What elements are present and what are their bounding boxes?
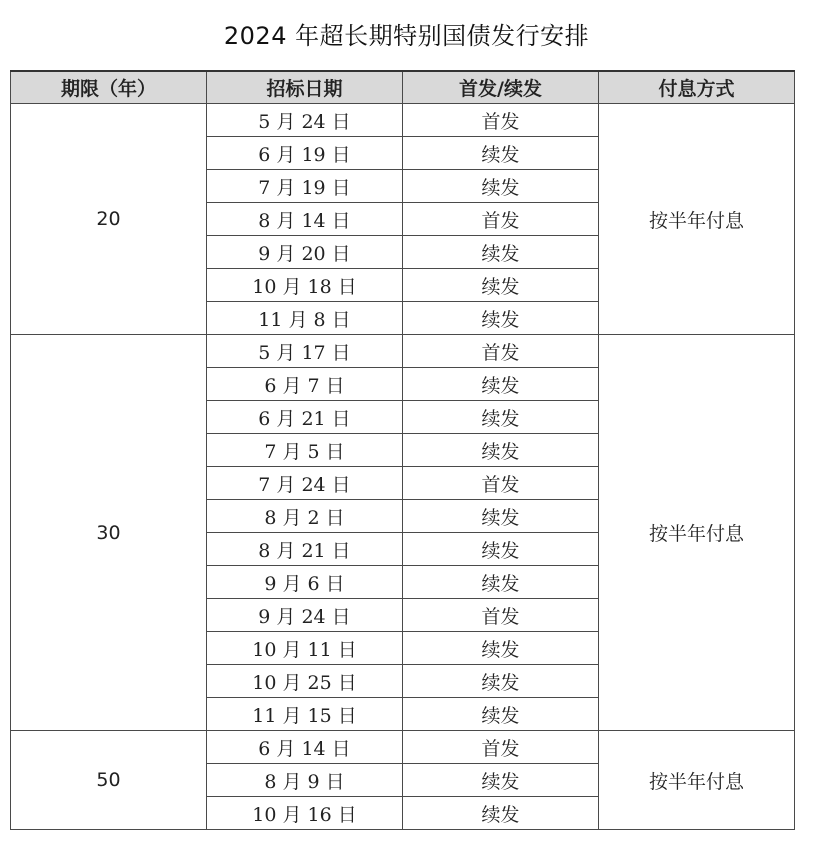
auction-date-cell: 5 月 24 日 <box>207 104 403 137</box>
auction-date-cell: 10 月 11 日 <box>207 632 403 665</box>
auction-date-cell: 11 月 8 日 <box>207 302 403 335</box>
issuance-schedule-table <box>10 70 795 830</box>
issue-type-cell: 续发 <box>403 500 599 533</box>
header-type: 首发/续发 <box>403 71 599 104</box>
term-cell: 50 <box>11 731 207 830</box>
auction-date-cell: 10 月 18 日 <box>207 269 403 302</box>
interest-method-cell: 按半年付息 <box>599 335 795 731</box>
table-row <box>11 104 795 137</box>
issue-type-cell: 首发 <box>403 467 599 500</box>
auction-date-cell: 9 月 20 日 <box>207 236 403 269</box>
header-interest: 付息方式 <box>599 71 795 104</box>
interest-method-cell: 按半年付息 <box>599 731 795 830</box>
auction-date-cell: 6 月 14 日 <box>207 731 403 764</box>
auction-date-cell: 7 月 24 日 <box>207 467 403 500</box>
auction-date-cell: 8 月 14 日 <box>207 203 403 236</box>
auction-date-cell: 8 月 21 日 <box>207 533 403 566</box>
table-row <box>11 731 795 764</box>
issue-type-cell: 首发 <box>403 731 599 764</box>
table-header-row <box>11 71 795 104</box>
auction-date-cell: 8 月 2 日 <box>207 500 403 533</box>
issue-type-cell: 续发 <box>403 665 599 698</box>
issue-type-cell: 续发 <box>403 302 599 335</box>
auction-date-cell: 10 月 16 日 <box>207 797 403 830</box>
issue-type-cell: 续发 <box>403 236 599 269</box>
issue-type-cell: 续发 <box>403 797 599 830</box>
issue-type-cell: 首发 <box>403 599 599 632</box>
issue-type-cell: 续发 <box>403 137 599 170</box>
issue-type-cell: 续发 <box>403 434 599 467</box>
term-cell: 20 <box>11 104 207 335</box>
issue-type-cell: 续发 <box>403 170 599 203</box>
issue-type-cell: 续发 <box>403 533 599 566</box>
issue-type-cell: 续发 <box>403 698 599 731</box>
page-title: 2024 年超长期特别国债发行安排 <box>223 22 590 50</box>
auction-date-cell: 7 月 19 日 <box>207 170 403 203</box>
auction-date-cell: 7 月 5 日 <box>207 434 403 467</box>
term-cell: 30 <box>11 335 207 731</box>
auction-date-cell: 9 月 24 日 <box>207 599 403 632</box>
auction-date-cell: 8 月 9 日 <box>207 764 403 797</box>
issue-type-cell: 续发 <box>403 566 599 599</box>
issue-type-cell: 续发 <box>403 632 599 665</box>
table-body <box>11 104 795 830</box>
issue-type-cell: 首发 <box>403 203 599 236</box>
auction-date-cell: 6 月 19 日 <box>207 137 403 170</box>
auction-date-cell: 6 月 7 日 <box>207 368 403 401</box>
auction-date-cell: 9 月 6 日 <box>207 566 403 599</box>
table-row <box>11 335 795 368</box>
auction-date-cell: 5 月 17 日 <box>207 335 403 368</box>
header-date: 招标日期 <box>207 71 403 104</box>
issue-type-cell: 续发 <box>403 368 599 401</box>
auction-date-cell: 10 月 25 日 <box>207 665 403 698</box>
issue-type-cell: 续发 <box>403 269 599 302</box>
issue-type-cell: 首发 <box>403 335 599 368</box>
issue-type-cell: 续发 <box>403 764 599 797</box>
issue-type-cell: 续发 <box>403 401 599 434</box>
issue-type-cell: 首发 <box>403 104 599 137</box>
auction-date-cell: 11 月 15 日 <box>207 698 403 731</box>
interest-method-cell: 按半年付息 <box>599 104 795 335</box>
header-term: 期限（年） <box>11 71 207 104</box>
auction-date-cell: 6 月 21 日 <box>207 401 403 434</box>
